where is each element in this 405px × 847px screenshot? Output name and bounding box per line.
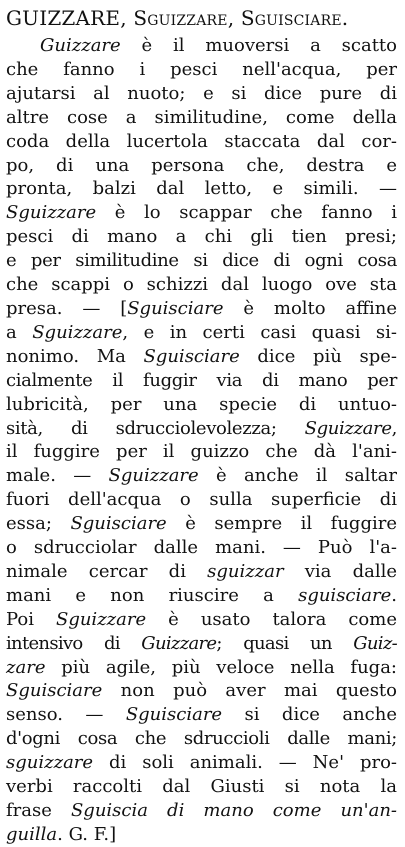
entry-text-line bbox=[6, 632, 397, 656]
text-segment: . G. F.] bbox=[57, 823, 117, 845]
text-segment: coda della lucertola staccata dal cor- bbox=[6, 130, 397, 152]
text-segment: di soli animali. — Ne' pro- bbox=[93, 752, 397, 774]
entry-text-line bbox=[6, 154, 397, 178]
entry-text-line bbox=[6, 82, 397, 106]
entry-text-line bbox=[6, 297, 397, 321]
entry-text-line bbox=[6, 488, 397, 512]
heading-term-guizzare: GUIZZARE bbox=[6, 6, 121, 30]
italic-term: sguizzar bbox=[207, 560, 284, 582]
italic-term: Sguisciare bbox=[125, 704, 223, 726]
text-segment: d'ogni cosa che sdruccioli dalle mani; bbox=[6, 728, 397, 750]
italic-term: Guizzare bbox=[40, 35, 121, 56]
text-segment: fuori dell'acqua o sulla superficie di bbox=[6, 489, 397, 511]
italic-term: sguizzare bbox=[6, 752, 94, 774]
entry-text-line bbox=[6, 560, 397, 584]
text-segment: si dice anche bbox=[222, 704, 398, 726]
text-segment: che scappi o schizzi dal luogo ove sta bbox=[6, 274, 397, 296]
entry-heading bbox=[6, 4, 397, 32]
italic-term: Sguiscia di mano come un'an- bbox=[70, 800, 397, 821]
text-segment: è il muoversi a scatto bbox=[120, 35, 397, 56]
text-segment: essa; bbox=[6, 513, 71, 535]
text-segment: è usato talora come bbox=[146, 608, 397, 630]
entry-text-line bbox=[6, 225, 397, 249]
italic-term: Sguisciare bbox=[143, 345, 240, 367]
entry-text-line bbox=[6, 417, 397, 441]
text-segment: sità, di sdrucciolevolezza; bbox=[6, 417, 305, 439]
italic-term: guilla bbox=[6, 823, 58, 845]
italic-term: Sguizzare bbox=[55, 608, 147, 630]
entry-text-line bbox=[6, 608, 397, 632]
entry-text-line bbox=[6, 177, 397, 201]
italic-term: Sguizzare bbox=[108, 465, 199, 487]
entry-text-line bbox=[6, 584, 397, 608]
heading-separator: , bbox=[227, 6, 241, 30]
text-segment: è anche il saltar bbox=[198, 465, 398, 487]
entry-text-line bbox=[6, 823, 397, 847]
entry-text-line bbox=[6, 249, 397, 273]
text-segment: è sempre il fuggire bbox=[166, 513, 397, 535]
italic-term: Sguisciare bbox=[6, 680, 103, 702]
text-segment: a bbox=[6, 321, 33, 343]
entry-text-line bbox=[6, 58, 397, 82]
text-segment: il fuggire per il guizzo che dà l'ani- bbox=[6, 441, 397, 463]
entry-text-line bbox=[6, 369, 397, 393]
text-segment: nonimo. Ma bbox=[6, 345, 144, 367]
text-segment: ajutarsi al nuoto; e si dice pure di bbox=[6, 82, 397, 104]
entry-text-line bbox=[6, 751, 397, 775]
entry-text-line bbox=[6, 679, 397, 703]
entry-text-line bbox=[6, 201, 397, 225]
italic-term: Sguisciare bbox=[127, 297, 224, 319]
text-segment: via dalle bbox=[283, 560, 397, 582]
text-segment: mani e non riuscire a bbox=[6, 584, 299, 606]
heading-term-sguizzare: Sguizzare bbox=[133, 6, 228, 30]
italic-term: Sguizzare bbox=[6, 202, 97, 224]
italic-term: Sguizzare bbox=[32, 321, 123, 343]
text-segment: , bbox=[391, 417, 397, 439]
entry-text-line bbox=[6, 703, 397, 727]
text-segment: pesci di mano a chi gli tien presi; bbox=[6, 226, 397, 248]
entry-body bbox=[6, 34, 397, 847]
entry-text-line bbox=[6, 799, 397, 823]
heading-term-sguisciare: Sguisciare bbox=[240, 6, 342, 30]
entry-text-line bbox=[6, 727, 397, 751]
text-segment: o sdrucciolar dalle mani. — Può l'a- bbox=[6, 537, 397, 559]
text-segment: po, di una persona che, destra e bbox=[6, 154, 397, 176]
entry-text-line bbox=[6, 536, 397, 560]
text-segment: frase bbox=[6, 800, 71, 821]
entry-text-line bbox=[6, 393, 397, 417]
italic-term: zare bbox=[6, 656, 46, 678]
italic-term: Sguisciare bbox=[70, 513, 167, 535]
text-segment: nimale cercar di bbox=[6, 560, 208, 582]
entry-text-line bbox=[6, 321, 397, 345]
entry-text-line bbox=[6, 464, 397, 488]
text-segment: non può aver mai questo bbox=[102, 680, 397, 702]
heading-separator: , bbox=[120, 6, 134, 30]
entry-text-line bbox=[6, 775, 397, 799]
text-segment: è molto affine bbox=[223, 297, 397, 319]
text-segment: , e in certi casi quasi si- bbox=[122, 321, 398, 343]
text-segment: pronta, balzi dal letto, e simili. — bbox=[6, 178, 397, 200]
text-segment: presa. — [ bbox=[6, 297, 128, 319]
text-segment: male. — bbox=[6, 465, 109, 487]
text-segment: che fanno i pesci nell'acqua, per bbox=[6, 58, 397, 80]
entry-text-line bbox=[6, 34, 397, 58]
italic-term: Guiz- bbox=[353, 632, 397, 654]
entry-text-line bbox=[6, 440, 397, 464]
text-segment: altre cose a similitudine, come della bbox=[6, 106, 397, 128]
italic-term: Sguizzare bbox=[304, 417, 392, 439]
italic-term: Guizzare bbox=[141, 632, 217, 654]
text-segment: verbi raccolti dal Giusti si nota la bbox=[6, 776, 397, 798]
entry-text-line bbox=[6, 106, 397, 130]
heading-period: . bbox=[341, 6, 349, 30]
text-segment: Poi bbox=[6, 608, 56, 630]
entry-text-line bbox=[6, 512, 397, 536]
entry-text-line bbox=[6, 273, 397, 297]
text-segment: ; quasi un bbox=[216, 632, 354, 654]
entry-text-line bbox=[6, 345, 397, 369]
italic-term: sguisciare bbox=[298, 584, 392, 606]
entry-text-line bbox=[6, 656, 397, 680]
text-segment: dice più spe- bbox=[239, 345, 397, 367]
text-segment: è lo scappar che fanno i bbox=[96, 202, 397, 224]
text-segment: cialmente il fuggir via di mano per bbox=[6, 369, 397, 391]
text-segment: e per similitudine si dice di ogni cosa bbox=[6, 250, 397, 272]
text-segment: senso. — bbox=[6, 704, 126, 726]
text-segment: più agile, più veloce nella fuga: bbox=[45, 656, 397, 678]
entry-text-line bbox=[6, 130, 397, 154]
text-segment: lubricità, per una specie di untuo- bbox=[6, 393, 397, 415]
text-segment: . bbox=[391, 584, 397, 606]
text-segment: intensivo di bbox=[6, 632, 142, 654]
